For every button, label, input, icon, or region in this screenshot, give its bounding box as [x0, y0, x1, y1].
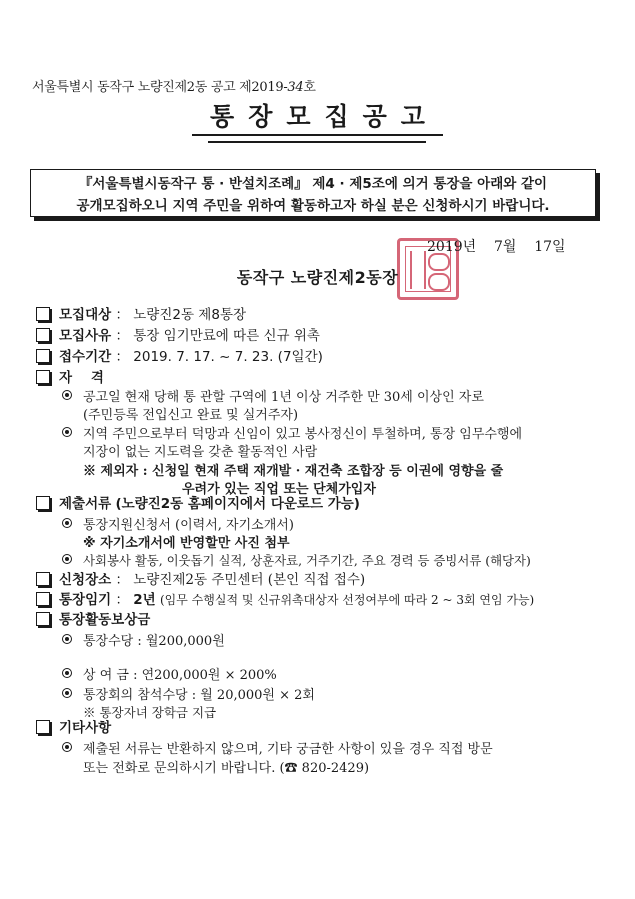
- qualification-item-1-line-1: 공고일 현재 당해 통 관할 구역에 1년 이상 거주한 만 30세 이상인 자로: [83, 390, 484, 405]
- section-recruit-reason: [36, 324, 320, 344]
- checkbox-bullet-icon: [36, 307, 50, 321]
- compensation-label: 통장활동보상금: [59, 612, 151, 628]
- section-qualification: [36, 366, 104, 386]
- documents-item-2-text: 사회봉사 활동, 이웃돕기 실적, 상훈자료, 거주기간, 주요 경력 등 증빙서류 (해당자): [83, 553, 531, 568]
- period-value: 2019. 7. 17. ~ 7. 23. (7일간): [133, 349, 323, 365]
- notice-number-handwritten: -34: [283, 80, 304, 95]
- date-day: 17일: [534, 239, 566, 255]
- title-double-underline: [208, 141, 426, 143]
- documents-item-2: [62, 551, 531, 569]
- qualification-item-2: [62, 423, 522, 442]
- date-year: 2019년: [427, 239, 477, 255]
- checkbox-bullet-icon: [36, 349, 50, 363]
- circle-bullet-icon: [62, 518, 72, 528]
- term-note: (임무 수행실적 및 신규위촉대상자 선정여부에 따라 2 ~ 3회 연임 가능): [160, 593, 535, 607]
- documents-item-1-text: 통장지원신청서 (이력서, 자기소개서): [83, 518, 294, 533]
- checkbox-bullet-icon: [36, 496, 50, 510]
- notice-date: [427, 236, 566, 256]
- checkbox-bullet-icon: [36, 370, 50, 384]
- misc-item: [62, 738, 493, 757]
- recruit-reason-label: 모집사유: [59, 328, 112, 344]
- term-sep: ：: [115, 592, 129, 608]
- circle-bullet-icon: [62, 742, 72, 752]
- page-title: 통장모집공고: [192, 100, 443, 136]
- qualification-exclusion-line-1: ※ 제외자 : 신청일 현재 주택 재개발 · 재건축 조합장 등 이권에 영향을 줄: [83, 464, 504, 479]
- term-label: 통장임기: [59, 592, 112, 608]
- qualification-item-1: [62, 386, 484, 405]
- misc-label: 기타사항: [59, 720, 112, 736]
- notice-prefix: 서울특별시 동작구 노량진제2동 공고 제2019: [32, 80, 284, 95]
- qualification-exclusion-line-2: 우려가 있는 직업 또는 단체가입자: [182, 482, 376, 497]
- checkbox-bullet-icon: [36, 720, 50, 734]
- compensation-item-1-text: 통장수당 : 월200,000원: [83, 634, 225, 649]
- misc-line-2: 또는 전화로 문의하시기 바랍니다. (☎ 820-2429): [83, 761, 370, 776]
- compensation-item-3: [62, 684, 315, 703]
- checkbox-bullet-icon: [36, 592, 50, 606]
- term-value: 2년: [133, 592, 156, 608]
- section-term: [36, 588, 534, 608]
- documents-item-1: [62, 514, 294, 533]
- place-value: 노량진제2동 주민센터 (본인 직접 접수): [133, 572, 366, 588]
- circle-bullet-icon: [62, 634, 72, 644]
- issuing-organization: 동작구 노량진제2동장: [236, 268, 399, 287]
- compensation-item-2-text: 상 여 금 : 연200,000원 × 200%: [83, 668, 277, 683]
- circle-bullet-icon: [62, 390, 72, 400]
- checkbox-bullet-icon: [36, 612, 50, 626]
- circle-bullet-icon: [62, 554, 72, 564]
- misc-line-1: 제출된 서류는 반환하지 않으며, 기타 궁금한 사항이 있을 경우 직접 방문: [83, 742, 493, 757]
- qualification-label: 자 격: [59, 370, 104, 386]
- section-misc: [36, 716, 111, 736]
- date-month: 7월: [493, 239, 517, 255]
- intro-line-1: 『서울특별시동작구 통 · 반설치조례』 제4 · 제5조에 의거 통장을 아래와 같이: [78, 176, 548, 192]
- period-label: 접수기간: [59, 349, 112, 365]
- recruit-target-value: 노량진2동 제8통장: [133, 307, 247, 323]
- section-period: [36, 345, 323, 365]
- recruit-reason-sep: ：: [115, 328, 129, 344]
- notice-suffix: 호: [303, 80, 316, 95]
- intro-box: [30, 169, 596, 217]
- circle-bullet-icon: [62, 668, 72, 678]
- documents-note: (노량진2동 홈페이지에서 다운로드 가능): [115, 496, 360, 512]
- section-recruit-target: [36, 303, 246, 323]
- notice-number: [32, 76, 316, 95]
- place-sep: ：: [115, 572, 129, 588]
- circle-bullet-icon: [62, 688, 72, 698]
- qualification-item-2-line-2: 지장이 없는 지도력을 갖춘 활동적인 사람: [83, 445, 318, 460]
- checkbox-bullet-icon: [36, 328, 50, 342]
- checkbox-bullet-icon: [36, 572, 50, 586]
- section-documents: [36, 492, 360, 512]
- recruit-reason-value: 통장 임기만료에 따른 신규 위촉: [133, 328, 320, 344]
- section-place: [36, 568, 365, 588]
- place-label: 신청장소: [59, 572, 112, 588]
- compensation-item-1: [62, 630, 225, 649]
- documents-item-1-sub: ※ 자기소개서에 반영할만 사진 첨부: [83, 536, 290, 551]
- recruit-target-label: 모집대상: [59, 307, 112, 323]
- title-block: [0, 100, 635, 136]
- qualification-item-2-line-1: 지역 주민으로부터 덕망과 신임이 있고 봉사정신이 투철하며, 통장 임무수행에: [83, 427, 523, 442]
- recruit-target-sep: ：: [115, 307, 129, 323]
- qualification-item-1-line-2: (주민등록 전입신고 완료 및 실거주자): [83, 408, 299, 423]
- compensation-item-3-sub: ※ 통장자녀 장학금 지급: [83, 705, 217, 720]
- compensation-item-3-text: 통장회의 참석수당 : 월 20,000원 × 2회: [83, 688, 315, 703]
- circle-bullet-icon: [62, 427, 72, 437]
- intro-line-2: 공개모집하오니 지역 주민을 위하여 활동하고자 하실 분은 신청하시기 바랍니다.: [76, 198, 550, 214]
- documents-label: 제출서류: [59, 496, 112, 512]
- compensation-item-2: [62, 664, 277, 683]
- period-sep: ：: [115, 349, 129, 365]
- section-compensation: [36, 608, 150, 628]
